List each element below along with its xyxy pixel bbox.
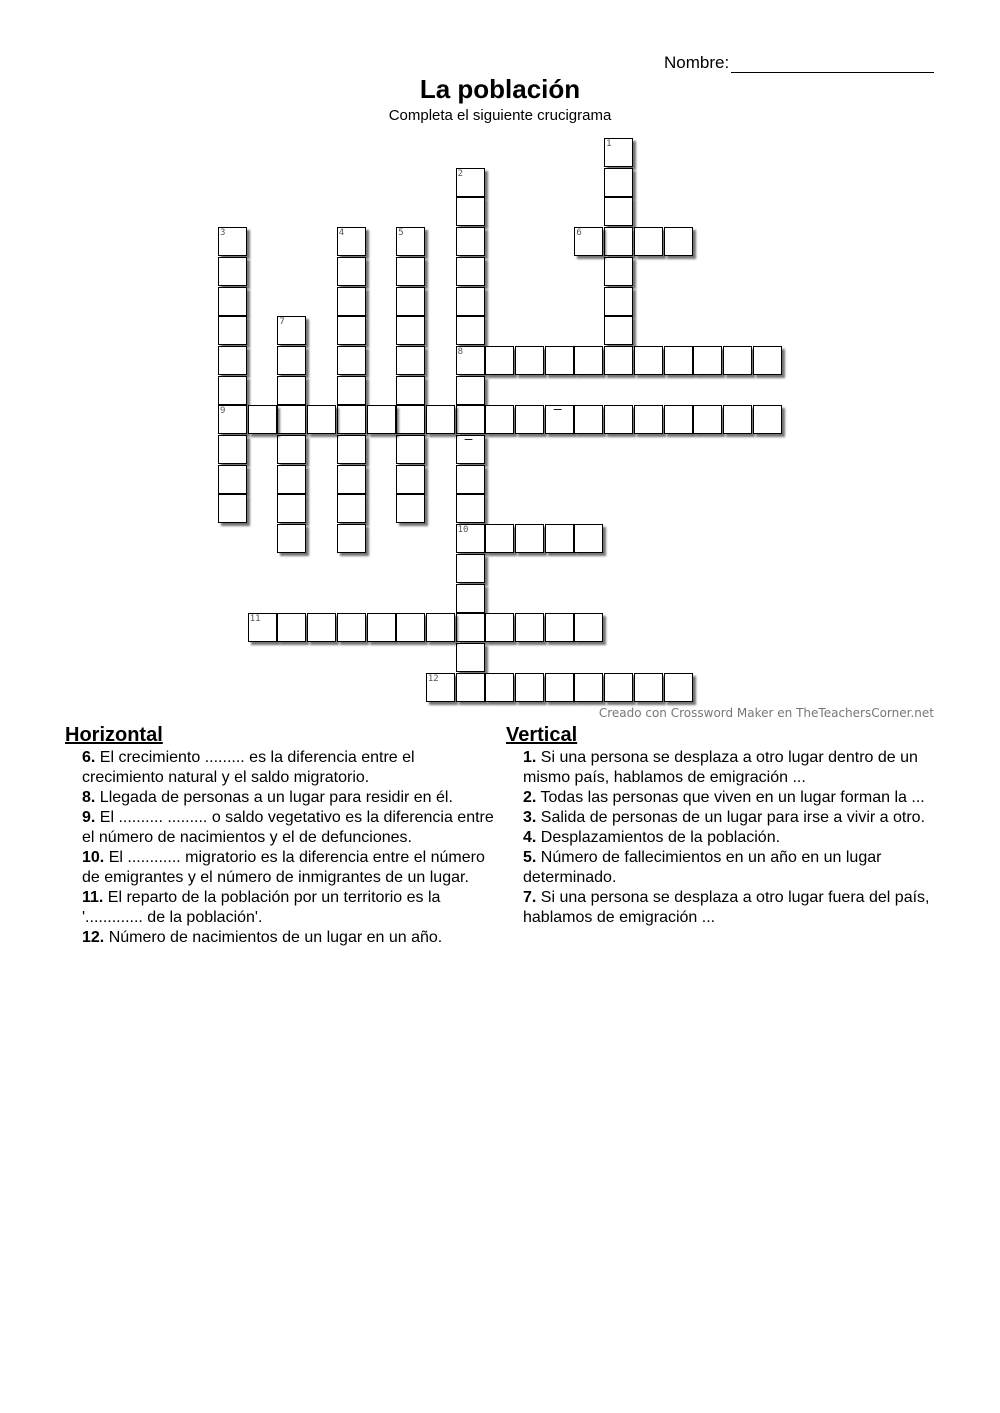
clue-text: El ............ migratorio es la diferencia entre el número de emigrantes y el número de inmigrantes de un lugar. — [82, 849, 485, 886]
horizontal-clue — [65, 928, 500, 948]
crossword-cell[interactable] — [337, 287, 366, 316]
vertical-heading: Vertical — [506, 724, 578, 746]
credit-text: Creado con Crossword Maker en TheTeachersCorner.net — [598, 706, 934, 720]
crossword-cell[interactable] — [277, 376, 306, 405]
crossword-cell[interactable] — [604, 316, 633, 345]
crossword-cell[interactable] — [456, 227, 485, 256]
crossword-cell[interactable] — [574, 613, 603, 642]
horizontal-clue — [65, 748, 500, 788]
crossword-cell[interactable] — [337, 613, 366, 642]
crossword-cell[interactable] — [367, 405, 396, 434]
crossword-cell[interactable] — [664, 405, 693, 434]
vertical-clue — [506, 808, 946, 828]
crossword-cell[interactable] — [396, 346, 425, 375]
crossword-cell[interactable] — [218, 257, 247, 286]
clue-number-label: 3 — [220, 228, 226, 239]
crossword-cell[interactable] — [337, 465, 366, 494]
crossword-cell[interactable] — [277, 435, 306, 464]
crossword-cell[interactable] — [218, 316, 247, 345]
clue-number: 6. — [82, 749, 96, 766]
clue-text: Llegada de personas a un lugar para residir en él. — [95, 789, 453, 806]
crossword-cell[interactable] — [218, 287, 247, 316]
crossword-cell[interactable] — [456, 494, 485, 523]
crossword-cell[interactable] — [604, 287, 633, 316]
name-label: Nombre: — [664, 53, 730, 72]
vertical-clue — [506, 788, 946, 808]
horizontal-clue — [65, 848, 500, 888]
crossword-cell[interactable] — [723, 405, 752, 434]
page-subtitle: Completa el siguiente crucigrama — [388, 107, 612, 124]
clue-text: Todas las personas que viven en un lugar forman la ... — [536, 789, 925, 806]
crossword-cell[interactable] — [723, 346, 752, 375]
crossword-cell[interactable] — [218, 465, 247, 494]
crossword-cell[interactable] — [515, 346, 544, 375]
crossword-cell[interactable] — [396, 376, 425, 405]
dash-mark: – — [553, 400, 562, 417]
crossword-cell[interactable] — [574, 524, 603, 553]
crossword-cell[interactable] — [515, 613, 544, 642]
clue-number-label: 11 — [249, 614, 261, 625]
crossword-cell[interactable] — [277, 524, 306, 553]
crossword-cell[interactable] — [337, 257, 366, 286]
crossword-cell[interactable] — [545, 673, 574, 702]
vertical-clue — [506, 828, 946, 848]
clue-number: 4. — [523, 829, 537, 846]
crossword-cell[interactable] — [277, 494, 306, 523]
crossword-cell[interactable] — [277, 346, 306, 375]
crossword-cell[interactable] — [396, 287, 425, 316]
crossword-cell[interactable] — [515, 673, 544, 702]
crossword-cell[interactable] — [485, 346, 514, 375]
horizontal-clue — [65, 808, 500, 848]
clue-number: 1. — [523, 749, 537, 766]
crossword-cell[interactable] — [396, 435, 425, 464]
crossword-cell[interactable] — [426, 613, 455, 642]
crossword-cell[interactable] — [456, 376, 485, 405]
crossword-cell[interactable] — [753, 405, 782, 434]
clue-number-label: 5 — [398, 228, 404, 239]
crossword-cell[interactable] — [456, 465, 485, 494]
clue-number: 3. — [523, 809, 537, 826]
vertical-clue — [506, 848, 946, 888]
crossword-cell[interactable] — [337, 346, 366, 375]
crossword-cell[interactable] — [218, 376, 247, 405]
clue-number: 8. — [82, 789, 96, 806]
clue-text: Si una persona se desplaza a otro lugar fuera del país, hablamos de emigración ... — [523, 889, 930, 926]
crossword-cell[interactable] — [456, 287, 485, 316]
crossword-cell[interactable] — [693, 405, 722, 434]
horizontal-clue — [65, 888, 500, 928]
crossword-cell[interactable] — [456, 673, 485, 702]
vertical-clue — [506, 888, 946, 928]
crossword-cell[interactable] — [456, 643, 485, 672]
crossword-cell[interactable] — [664, 227, 693, 256]
page-title: La población — [419, 74, 581, 104]
horizontal-heading: Horizontal — [65, 724, 163, 746]
crossword-cell[interactable] — [337, 316, 366, 345]
crossword-cell[interactable] — [604, 405, 633, 434]
clue-number-label: 6 — [576, 228, 582, 239]
crossword-cell[interactable] — [337, 494, 366, 523]
clue-number: 5. — [523, 849, 537, 866]
crossword-cell[interactable] — [426, 405, 455, 434]
crossword-cell[interactable] — [545, 613, 574, 642]
clue-number: 10. — [82, 849, 105, 866]
clue-number: 11. — [82, 889, 104, 906]
crossword-cell[interactable] — [337, 405, 366, 434]
crossword-cell[interactable] — [456, 257, 485, 286]
crossword-cell[interactable] — [604, 168, 633, 197]
clue-number: 7. — [523, 889, 537, 906]
crossword-cell[interactable] — [396, 405, 425, 434]
crossword-cell[interactable] — [545, 524, 574, 553]
crossword-cell[interactable] — [515, 524, 544, 553]
clue-text: El crecimiento ......... es la diferencia entre el crecimiento natural y el saldo migratorio. — [82, 749, 415, 786]
crossword-cell[interactable] — [396, 257, 425, 286]
crossword-cell[interactable] — [515, 405, 544, 434]
crossword-cell[interactable] — [307, 613, 336, 642]
crossword-cell[interactable] — [456, 316, 485, 345]
vertical-clues — [506, 722, 946, 928]
crossword-cell[interactable] — [248, 405, 277, 434]
clue-text: Desplazamientos de la población. — [536, 829, 781, 846]
crossword-cell[interactable] — [604, 227, 633, 256]
crossword-cell[interactable] — [574, 346, 603, 375]
crossword-cell[interactable] — [664, 346, 693, 375]
clue-text: Si una persona se desplaza a otro lugar dentro de un mismo país, hablamos de emigración ... — [523, 749, 918, 786]
horizontal-clues — [65, 722, 500, 948]
clue-number-label: 10 — [457, 525, 469, 536]
vertical-clue — [506, 748, 946, 788]
crossword-cell[interactable] — [574, 673, 603, 702]
clue-text: El reparto de la población por un territorio es la '............. de la población'. — [82, 889, 441, 926]
crossword-cell[interactable] — [604, 346, 633, 375]
crossword-cell[interactable] — [456, 554, 485, 583]
crossword-cell[interactable] — [634, 405, 663, 434]
crossword-cell[interactable] — [485, 405, 514, 434]
clue-number: 9. — [82, 809, 96, 826]
crossword-cell[interactable] — [485, 613, 514, 642]
crossword-cell[interactable] — [337, 376, 366, 405]
clue-number: 12. — [82, 929, 105, 946]
clue-text: Número de nacimientos de un lugar en un año. — [104, 929, 443, 946]
clue-number-label: 9 — [220, 406, 226, 417]
crossword-cell[interactable] — [485, 524, 514, 553]
crossword-cell[interactable] — [485, 673, 514, 702]
clue-number-label: 2 — [457, 168, 464, 179]
crossword-cell[interactable] — [337, 435, 366, 464]
clue-text: Número de fallecimientos en un año en un lugar determinado. — [523, 849, 882, 886]
crossword-cell[interactable] — [307, 405, 336, 434]
crossword-cell[interactable] — [218, 435, 247, 464]
crossword-cell[interactable] — [218, 494, 247, 523]
crossword-cell[interactable] — [277, 613, 306, 642]
crossword-cell[interactable] — [456, 613, 485, 642]
crossword-cell[interactable] — [277, 405, 306, 434]
crossword-cell[interactable] — [574, 405, 603, 434]
crossword-cell[interactable] — [337, 524, 366, 553]
crossword-cell[interactable] — [664, 673, 693, 702]
crossword-cell[interactable] — [604, 197, 633, 226]
crossword-cell[interactable] — [604, 257, 633, 286]
crossword-cell[interactable] — [396, 316, 425, 345]
horizontal-clue — [65, 788, 500, 808]
crossword-cell[interactable] — [634, 346, 663, 375]
clue-number-label: 12 — [427, 673, 439, 684]
crossword-cell[interactable] — [396, 613, 425, 642]
crossword-cell[interactable] — [396, 465, 425, 494]
crossword-cell[interactable] — [693, 346, 722, 375]
clue-number-label: 7 — [279, 317, 285, 328]
crossword-cell[interactable] — [604, 673, 633, 702]
crossword-cell[interactable] — [753, 346, 782, 375]
clue-text: El .......... ......... o saldo vegetativo es la diferencia entre el número de nacimientos y el de defunciones. — [82, 809, 494, 846]
crossword-cell[interactable] — [545, 346, 574, 375]
crossword-cell[interactable] — [277, 465, 306, 494]
clue-number-label: 4 — [338, 228, 345, 239]
crossword-cell[interactable] — [634, 227, 663, 256]
crossword-cell[interactable] — [456, 584, 485, 613]
dash-mark: – — [464, 430, 473, 446]
crossword-cell[interactable] — [218, 346, 247, 375]
clue-number-label: 8 — [457, 346, 464, 357]
crossword-cell[interactable] — [367, 613, 396, 642]
crossword-cell[interactable] — [396, 494, 425, 523]
crossword-cell[interactable] — [456, 197, 485, 226]
clue-text: Salida de personas de un lugar para irse a vivir a otro. — [536, 809, 926, 826]
clue-number: 2. — [523, 789, 537, 806]
crossword-cell[interactable] — [634, 673, 663, 702]
clue-number-label: 1 — [606, 139, 612, 149]
